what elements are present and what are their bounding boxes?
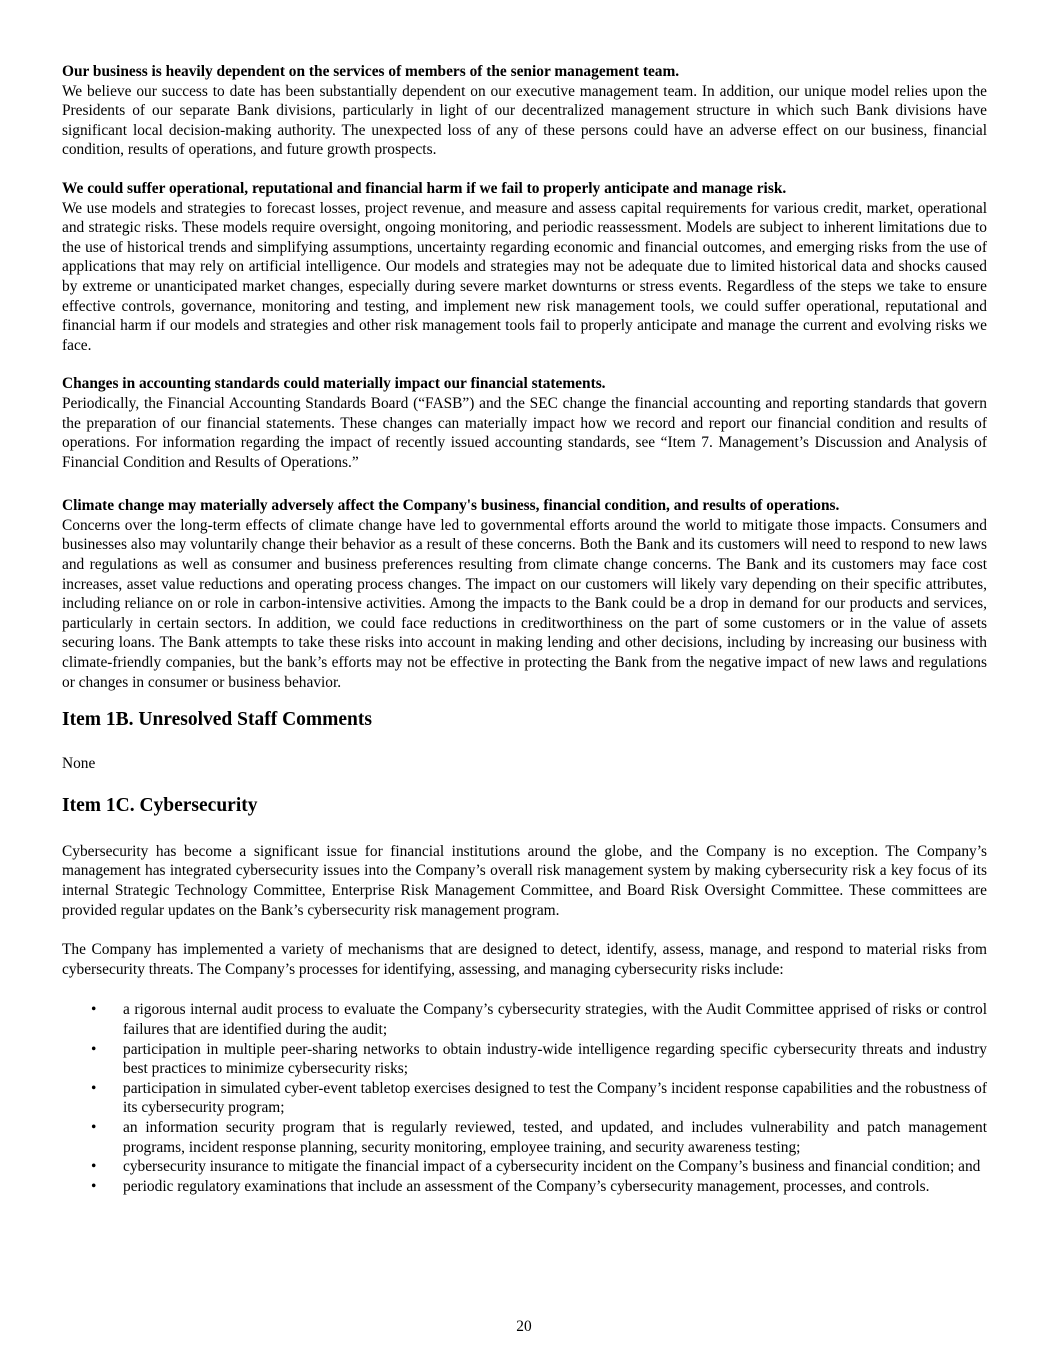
list-item bbox=[62, 1177, 987, 1197]
list-item-text: participation in simulated cyber-event tabletop exercises designed to test the Company’s incident response capabilities and the robustness of its cybersecurity program; bbox=[123, 1079, 987, 1117]
item-1c-heading: Item 1C. Cybersecurity bbox=[62, 794, 258, 816]
bullet-icon: • bbox=[91, 1158, 97, 1176]
risk-factor-body: Concerns over the long-term effects of climate change have led to governmental efforts around the world to mitigate those impacts. Consumers and businesses also may voluntarily change their behavior as a result of these concerns. Both the Bank and its customers will need to respond to new laws and regulations as well as consumer and business preferences resulting from climate change concerns. The Bank and its customers may face cost increases, asset value reductions and operating process changes. The impact on our customers will likely vary depending on their specific attributes, including reliance on or role in carbon-intensive activities. Among the impacts to the Bank could be a drop in demand for our products and services, particularly in certain sectors. In addition, we could face reductions in creditworthiness on the part of some customers or in the value of assets securing loans. The Bank attempts to take these risks into account in making lending and other decisions, including by increasing our business with climate-friendly companies, but the bank’s efforts may not be effective in protecting the Bank from the negative impact of new laws and regulations or changes in consumer or business behavior. bbox=[62, 516, 987, 691]
list-item bbox=[62, 1079, 987, 1118]
bullet-icon: • bbox=[91, 1001, 97, 1019]
document-page bbox=[62, 62, 987, 1196]
list-item-text: periodic regulatory examinations that include an assessment of the Company’s cybersecurity management, processes, and controls. bbox=[123, 1177, 930, 1195]
bullet-icon: • bbox=[91, 1177, 97, 1195]
risk-factor-heading: Our business is heavily dependent on the services of members of the senior management team. bbox=[62, 63, 680, 80]
bullet-icon: • bbox=[91, 1118, 97, 1136]
risk-factor-climate-change bbox=[62, 496, 987, 692]
risk-factor-senior-management bbox=[62, 62, 987, 160]
list-item-text: cybersecurity insurance to mitigate the financial impact of a cybersecurity incident on the Company’s business and financial condition; and bbox=[123, 1158, 981, 1176]
risk-factor-accounting-standards bbox=[62, 374, 987, 472]
risk-factor-heading: We could suffer operational, reputational and financial harm if we fail to properly anticipate and manage risk. bbox=[62, 179, 787, 197]
item-1b-heading: Item 1B. Unresolved Staff Comments bbox=[62, 709, 372, 731]
list-item-text: an information security program that is regularly reviewed, tested, and updated, and includes vulnerability and patch management programs, incident response planning, security monitoring, employee training, and security awareness testing; bbox=[123, 1118, 987, 1156]
page-number: 20 bbox=[516, 1318, 532, 1335]
list-item-text: participation in multiple peer-sharing networks to obtain industry-wide intelligence regarding specific cybersecurity threats and industry best practices to minimize cybersecurity risks; bbox=[123, 1040, 987, 1078]
item-1c-section bbox=[62, 794, 987, 1197]
item-1c-paragraph: The Company has implemented a variety of mechanisms that are designed to detect, identify, assess, manage, and respond to material risks from cybersecurity threats. The Company’s processes for identifying, assessing, and managing cybersecurity risks include: bbox=[62, 941, 987, 978]
bullet-icon: • bbox=[91, 1040, 97, 1058]
item-1b-section bbox=[62, 708, 987, 774]
risk-factor-model-risk bbox=[62, 179, 987, 355]
cybersecurity-process-list bbox=[62, 1000, 987, 1196]
list-item bbox=[62, 1000, 987, 1039]
list-item bbox=[62, 1040, 987, 1079]
item-1b-body: None bbox=[62, 755, 96, 773]
list-item-text: a rigorous internal audit process to evaluate the Company’s cybersecurity strategies, with the Audit Committee apprised of risks or control failures that are identified during the audit; bbox=[123, 1001, 987, 1038]
item-1c-paragraph: Cybersecurity has become a significant issue for financial institutions around the globe, and the Company is no exception. The Company’s management has integrated cybersecurity issues into the Company’s overall risk management system by making cybersecurity risk a key focus of its internal Strategic Technology Committee, Enterprise Risk Management Committee, and Board Risk Oversight Committee. These committees are provided regular updates on the Bank’s cybersecurity risk management program. bbox=[62, 842, 987, 919]
list-item bbox=[62, 1118, 987, 1157]
risk-factor-body: We use models and strategies to forecast losses, project revenue, and measure and assess capital requirements for various credit, market, operational and strategic risks. These models require oversight, ongoing monitoring, and periodic reassessment. Models are subject to inherent limitations due to the use of historical trends and simplifying assumptions, uncertainty regarding economic and financial outcomes, and emerging risks from the use of applications that may rely on artificial intelligence. Our models and strategies may not be adequate due to limited historical data and shocks caused by extreme or unanticipated market changes, especially during severe market downturns or stress events. Regardless of the steps we take to ensure effective controls, governance, monitoring and testing, and implement new risk management tools, we could suffer operational, reputational and financial harm if our models and strategies and other risk management tools fail to properly anticipate and manage the current and evolving risks we face. bbox=[62, 199, 987, 354]
risk-factor-body: We believe our success to date has been substantially dependent on our executive management team. In addition, our unique model relies upon the Presidents of our separate Bank divisions, particularly in light of our decentralized management structure in which such Bank divisions have significant local decision-making authority. The unexpected loss of any of these persons could have an adverse effect on our business, financial condition, results of operations, and future growth prospects. bbox=[62, 82, 987, 159]
list-item bbox=[62, 1157, 987, 1177]
risk-factor-heading: Climate change may materially adversely affect the Company's business, financial condition, and results of operations. bbox=[62, 497, 840, 515]
risk-factor-heading: Changes in accounting standards could materially impact our financial statements. bbox=[62, 375, 606, 393]
risk-factor-body: Periodically, the Financial Accounting Standards Board (“FASB”) and the SEC change the financial accounting and reporting standards that govern the preparation of our financial statements. These changes can materially impact how we record and report our financial condition and results of operations. For information regarding the impact of recently issued accounting standards, see “Item 7. Management’s Discussion and Analysis of Financial Condition and Results of Operations.” bbox=[62, 394, 987, 471]
bullet-icon: • bbox=[91, 1079, 97, 1097]
